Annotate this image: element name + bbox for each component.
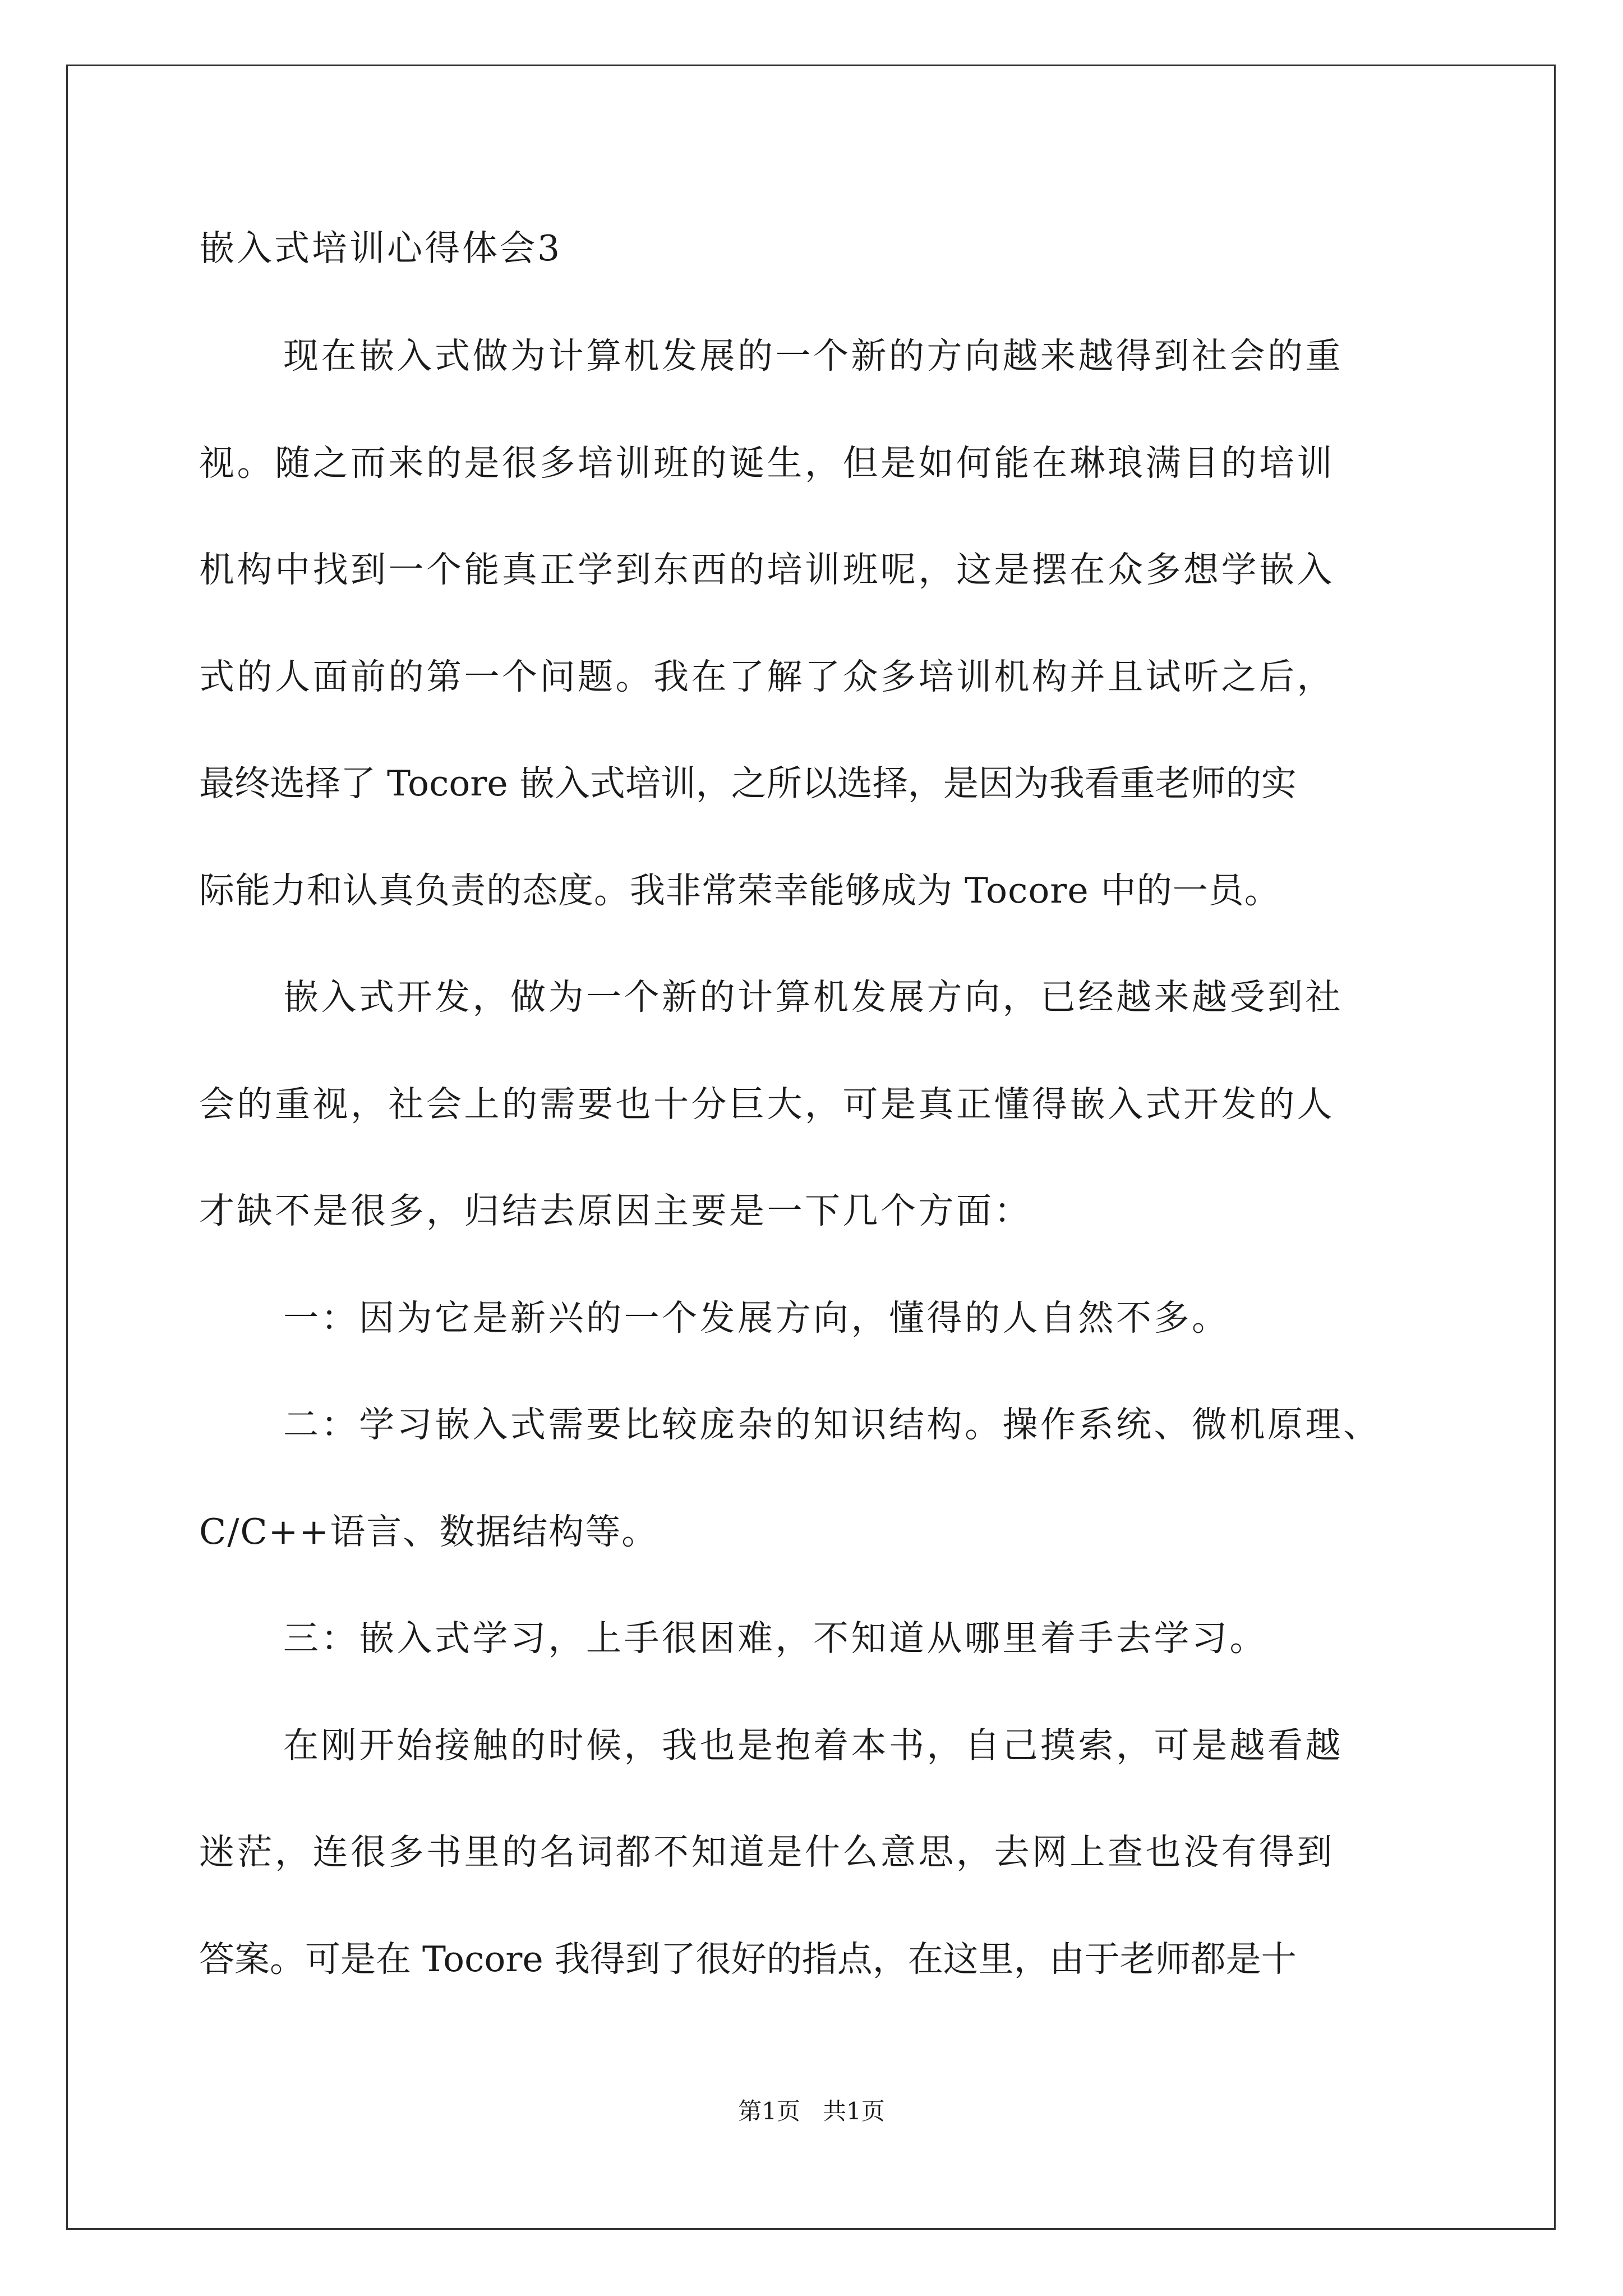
text-line: 会的重视，社会上的需要也十分巨大，可是真正懂得嵌入式开发的人 — [199, 1084, 1335, 1125]
text-line: 在刚开始接触的时候，我也是抱着本书，自己摸索，可是越看越 — [283, 1725, 1343, 1766]
text-line: 式的人面前的第一个问题。我在了解了众多培训机构并且试听之后， — [199, 656, 1335, 697]
document-title: 嵌入式培训心得体会3 — [199, 228, 562, 269]
text-line: 视。随之而来的是很多培训班的诞生，但是如何能在琳琅满目的培训 — [199, 443, 1335, 484]
text-line: 二：学习嵌入式需要比较庞杂的知识结构。操作系统、微机原理、 — [283, 1404, 1381, 1445]
text-line: 三：嵌入式学习，上手很困难，不知道从哪里着手去学习。 — [283, 1618, 1267, 1659]
text-line: 机构中找到一个能真正学到东西的培训班呢，这是摆在众多想学嵌入 — [199, 549, 1335, 590]
text-line: 际能力和认真负责的态度。我非常荣幸能够成为 Tocore 中的一员。 — [199, 870, 1280, 911]
text-line: 现在嵌入式做为计算机发展的一个新的方向越来越得到社会的重 — [283, 335, 1343, 376]
text-line: 最终选择了 Tocore 嵌入式培训，之所以选择，是因为我看重老师的实 — [199, 763, 1297, 804]
text-line: 迷茫，连很多书里的名词都不知道是什么意思，去网上查也没有得到 — [199, 1832, 1335, 1872]
text-line: 一：因为它是新兴的一个发展方向，懂得的人自然不多。 — [283, 1297, 1230, 1338]
text-line: 答案。可是在 Tocore 我得到了很好的指点，在这里，由于老师都是十 — [199, 1939, 1297, 1980]
text-line: 嵌入式开发，做为一个新的计算机发展方向，已经越来越受到社 — [283, 977, 1343, 1018]
text-line: C/C++语言、数据结构等。 — [199, 1511, 658, 1552]
page-footer: 第1页 共1页 — [738, 2097, 885, 2125]
page-border — [66, 65, 1556, 2230]
text-line: 才缺不是很多，归结去原因主要是一下几个方面： — [199, 1190, 1032, 1231]
